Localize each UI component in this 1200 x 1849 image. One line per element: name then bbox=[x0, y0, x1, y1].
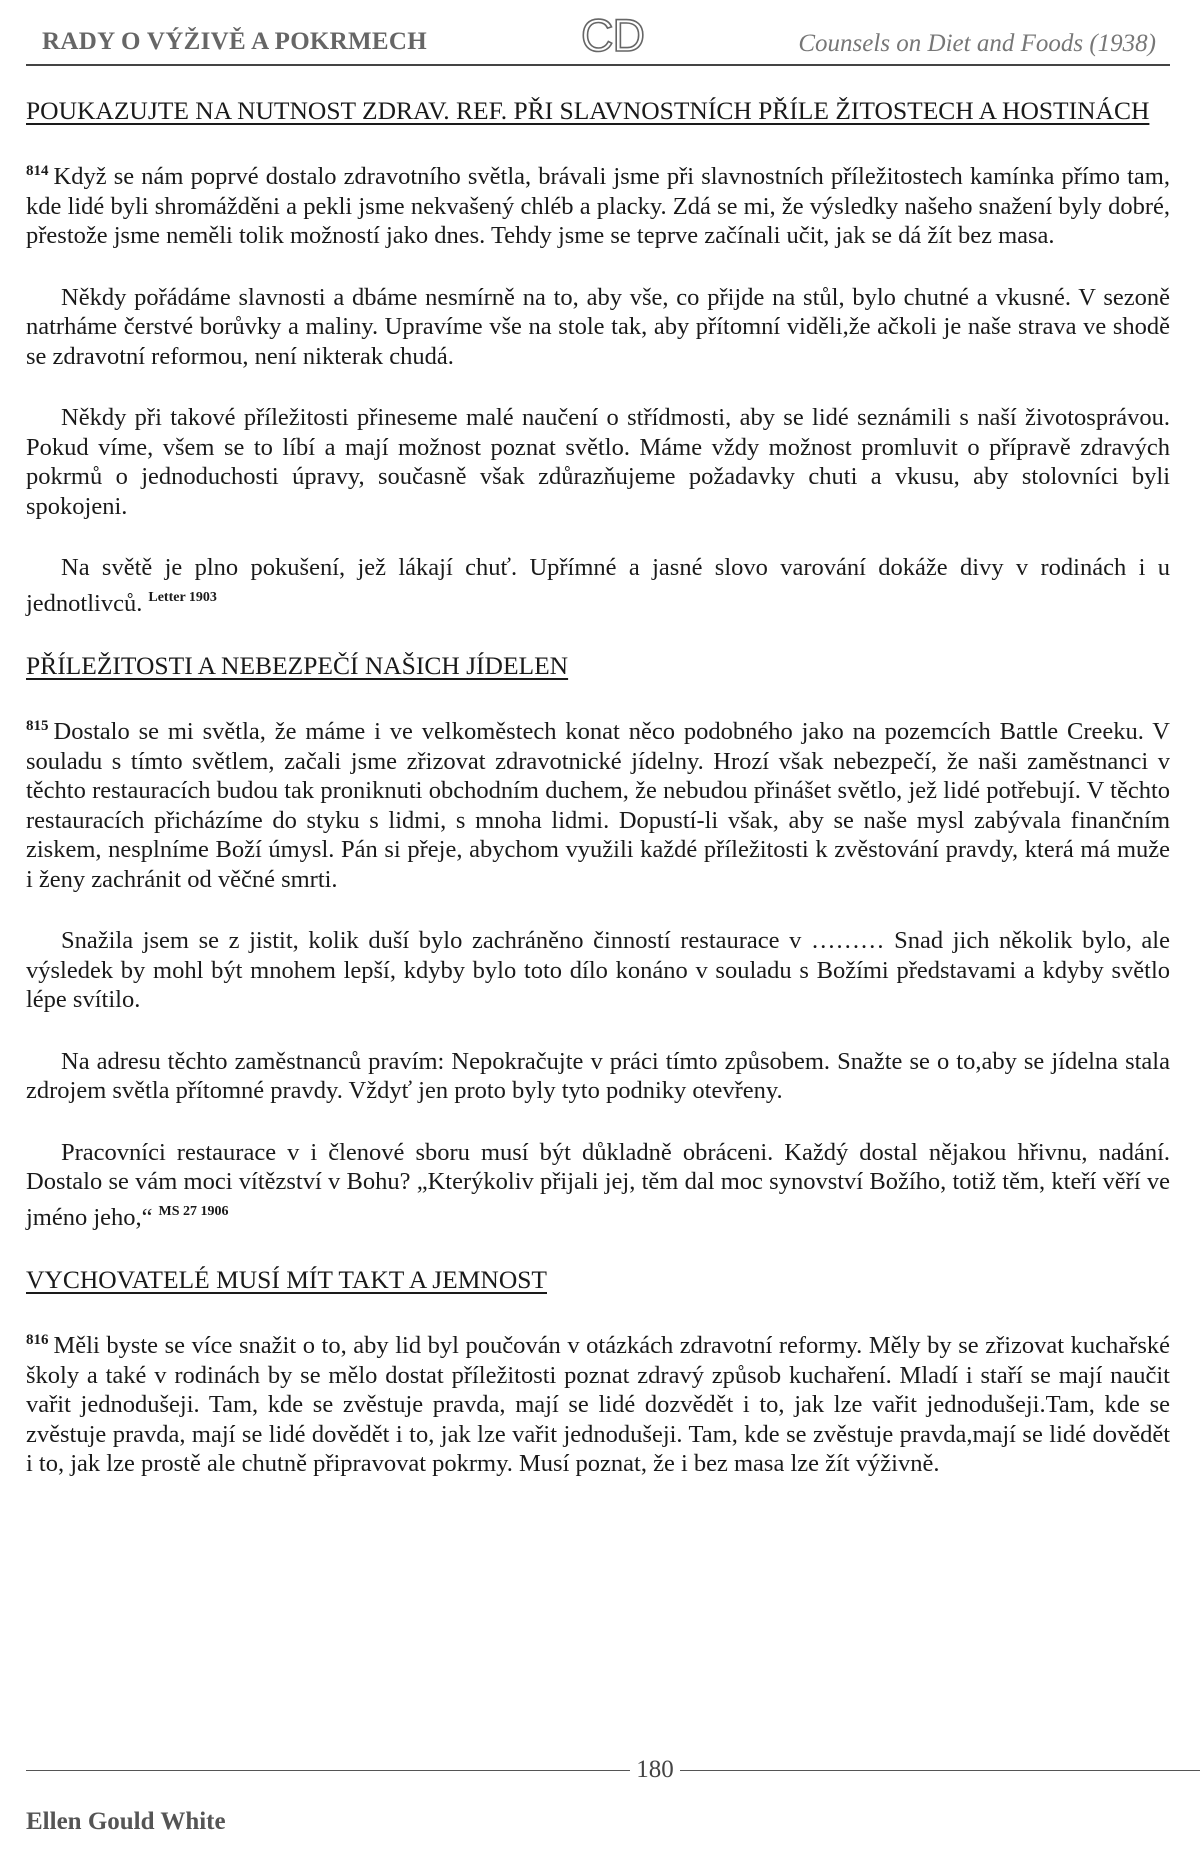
paragraph-number: 815 bbox=[26, 718, 49, 734]
paragraph bbox=[26, 553, 1170, 618]
author-name: Ellen Gould White bbox=[26, 1808, 226, 1835]
cd-logo: CD bbox=[581, 10, 644, 61]
paragraph-text: Dostalo se mi světla, že máme i ve velkoměstech konat něco podobného jako na pozemcích Battle Creeku. V souladu s tímto světlem, začali jsme zřizovat zdravotnické jídelny. Hrozí však nebezpečí, že naši zaměstnanci v těchto restauracích budou tak proniknuti obchodním duchem, že nebudou přinášet světlo, jež lidé potřebují. V těchto restauracích přicházíme do styku s lidmi, s mnoha lidmi. Dopustí-li však, aby se naše mysl zabývala finančním ziskem, nesplníme Boží úmysl. Pán si přeje, abychom využili každé příležitosti k zvěstování pravdy, která má muže i ženy zachránit od věčné smrti. bbox=[26, 718, 1170, 893]
paragraph-text: Na světě je plno pokušení, jež lákají chuť. Upřímné a jasné slovo varování dokáže divy v rodinách i u jednotlivců. bbox=[26, 554, 1170, 617]
paragraph-text: Když se nám poprvé dostalo zdravotního světla, brávali jsme při slavnostních příležitostech kamínka přímo tam, kde lidé byli shromážděni a pekli jsme nekvašený chléb a placky. Zdá se mi, že výsledky našeho snažení byly dobré, přestože jsme neměli tolik možností jako dnes. Tehdy jsme se teprve začínali učit, jak se dá žít bez masa. bbox=[26, 163, 1170, 249]
paragraph-number: 814 bbox=[26, 163, 49, 179]
paragraph-text: Pracovníci restaurace v i členové sboru musí být důkladně obráceni. Každý dostal nějakou hřivnu, nadání. Dostalo se vám moci vítězství v Bohu? „Kterýkoliv přijali jej, těm dal moc synovství Božího, totiž těm, kteří věří ve jméno jeho,“ bbox=[26, 1138, 1170, 1231]
source-reference: MS 27 1906 bbox=[158, 1203, 229, 1219]
paragraph: Někdy při takové příležitosti přineseme malé naučení o střídmosti, aby se lidé seznámili s naší životosprávou. Pokud víme, všem se to líbí a mají možnost poznat světlo. Máme vždy možnost promluvit o přípravě zdravých pokrmů o jednoduchosti úpravy, současně však zdůrazňujeme požadavky chuti a vkusu, aby stolovníci byli spokojeni. bbox=[26, 404, 1170, 520]
paragraph-number: 816 bbox=[26, 1332, 49, 1348]
book-title-czech: RADY O VÝŽIVĚ A POKRMECH bbox=[42, 28, 428, 55]
page-header bbox=[26, 8, 1170, 66]
paragraph: Snažila jsem se z jistit, kolik duší bylo zachráněno činností restaurace v ……… Snad jich několik bylo, ale výsledek by mohl být mnohem lepší, kdyby bylo toto dílo konáno v souladu s Božími představami a kdyby světlo lépe svítilo. bbox=[26, 927, 1170, 1013]
numbered-paragraph bbox=[26, 712, 1170, 894]
footer-rule-left bbox=[26, 1770, 630, 1771]
document-body bbox=[26, 95, 1170, 1511]
section-heading: POUKAZUJTE NA NUTNOST ZDRAV. REF. PŘI SLAVNOSTNÍCH PŘÍLE ŽITOSTECH A HOSTINÁCH bbox=[26, 96, 1150, 125]
footer-rule-right bbox=[680, 1770, 1200, 1771]
page-number: 180 bbox=[636, 1756, 674, 1783]
book-title-english: Counsels on Diet and Foods (1938) bbox=[798, 30, 1156, 57]
paragraph-text: Měli byste se více snažit o to, aby lid byl poučován v otázkách zdravotní reformy. Měly by se zřizovat kuchařské školy a také v rodinách by se mělo dostat příležitosti poznat zdravý způsob kuchaření. Mladí i staří se mají naučit vařit jednodušeji. Tam, kde se zvěstuje pravda, mají se lidé dozvědět i to, jak lze vařit jednodušeji.Tam, kde se zvěstuje pravda, mají se lidé dovědět i to, jak lze vařit jednodušeji. Tam, kde se zvěstuje pravda,mají se lidé dovědět i to, jak lze prostě ale chutně připravovat pokrmy. Musí poznat, že i bez masa lze žít výživně. bbox=[26, 1332, 1170, 1477]
numbered-paragraph bbox=[26, 1326, 1170, 1479]
paragraph: Někdy pořádáme slavnosti a dbáme nesmírně na to, aby vše, co přijde na stůl, bylo chutné a vkusné. V sezoně natrháme čerstvé borůvky a maliny. Upravíme vše na stole tak, aby přítomní viděli,že ačkoli je naše strava ve shodě se zdravotní reformou, není nikterak chudá. bbox=[26, 283, 1170, 370]
section-heading: VYCHOVATELÉ MUSÍ MÍT TAKT A JEMNOST bbox=[26, 1265, 547, 1294]
section-heading: PŘÍLEŽITOSTI A NEBEZPEČÍ NAŠICH JÍDELEN bbox=[26, 651, 569, 680]
paragraph bbox=[26, 1138, 1170, 1233]
source-reference: Letter 1903 bbox=[148, 589, 217, 605]
paragraph: Na adresu těchto zaměstnanců pravím: Nepokračujte v práci tímto způsobem. Snažte se o to,aby se jídelna stala zdrojem světla přítomné pravdy. Vždyť jen proto byly tyto podniky otevřeny. bbox=[26, 1047, 1170, 1104]
numbered-paragraph bbox=[26, 157, 1170, 251]
